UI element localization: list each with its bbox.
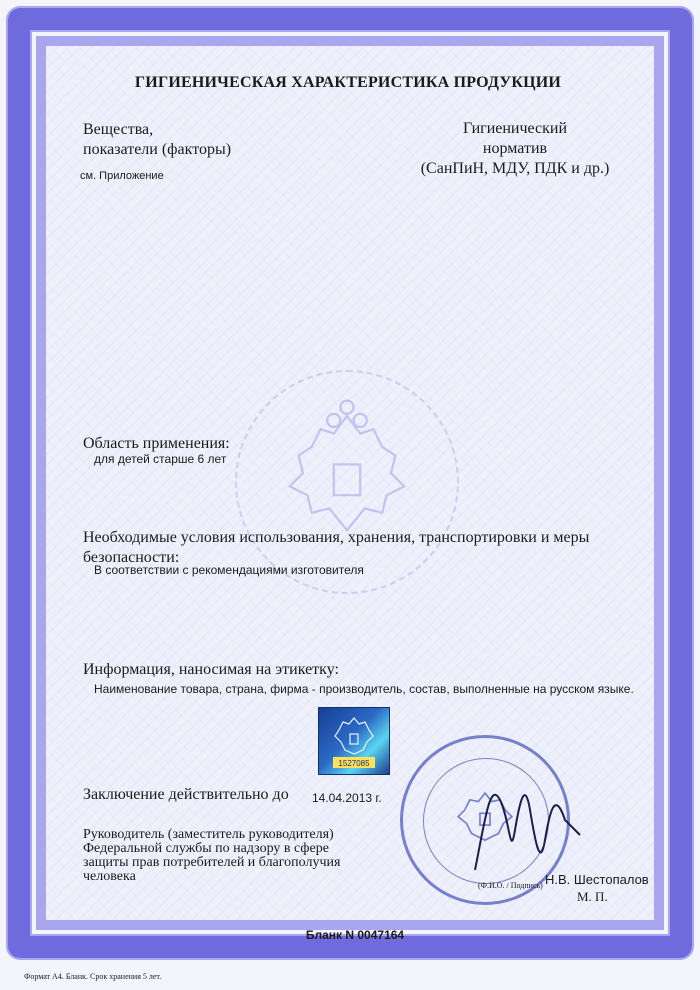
conditions-value: В соответствии с рекомендациями изготовителя	[94, 563, 364, 577]
signature-caption: (Ф.И.О. / Подпись)	[478, 881, 543, 890]
signature-icon	[455, 760, 595, 880]
hologram-sticker	[318, 707, 390, 775]
application-label: Область применения:	[83, 435, 230, 452]
validity-date: 14.04.2013 г.	[312, 791, 382, 805]
hygienic-norm-label	[405, 119, 625, 179]
footer-note: Формат А4. Бланк. Срок хранения 5 лет.	[24, 972, 162, 981]
hygienic-norm-line3: (СанПиН, МДУ, ПДК и др.)	[420, 160, 610, 177]
conditions-label-line1: Необходимые условия использования, хранения, транспортировки и меры	[83, 529, 590, 546]
signatory-name: Н.В. Шестопалов	[545, 872, 649, 887]
substances-label	[83, 120, 231, 160]
head-title-line1: Руководитель (заместитель руководителя)	[83, 827, 334, 842]
application-value: для детей старше 6 лет	[94, 452, 227, 466]
substances-label-line2: показатели (факторы)	[83, 141, 232, 158]
hologram-number: 1527085	[338, 759, 370, 768]
hygienic-norm-line2: норматив	[482, 140, 548, 157]
hygienic-norm-line1: Гигиенический	[462, 120, 568, 137]
substances-label-line1: Вещества,	[83, 121, 154, 138]
conditions-label-line2: безопасности:	[83, 549, 180, 566]
head-title-line3: защиты прав потребителей и благополучия	[83, 855, 341, 870]
stamp-place-mark: М. П.	[577, 889, 608, 904]
head-title-line2: Федеральной службы по надзору в сфере	[83, 841, 329, 856]
head-title	[83, 828, 340, 884]
label-info-label: Информация, наносимая на этикетку:	[83, 661, 339, 678]
conditions-label	[83, 528, 603, 568]
head-title-line4: человека	[83, 869, 136, 884]
validity-label: Заключение действительно до	[83, 786, 289, 803]
substances-value: см. Приложение	[80, 170, 164, 182]
blank-number: Бланк N 0047164	[305, 928, 405, 942]
label-info-value: Наименование товара, страна, фирма - производитель, состав, выполненные на русском языке.	[94, 682, 634, 696]
page-title: ГИГИЕНИЧЕСКАЯ ХАРАКТЕРИСТИКА ПРОДУКЦИИ	[134, 74, 562, 91]
hologram-eagle-icon	[319, 708, 389, 774]
